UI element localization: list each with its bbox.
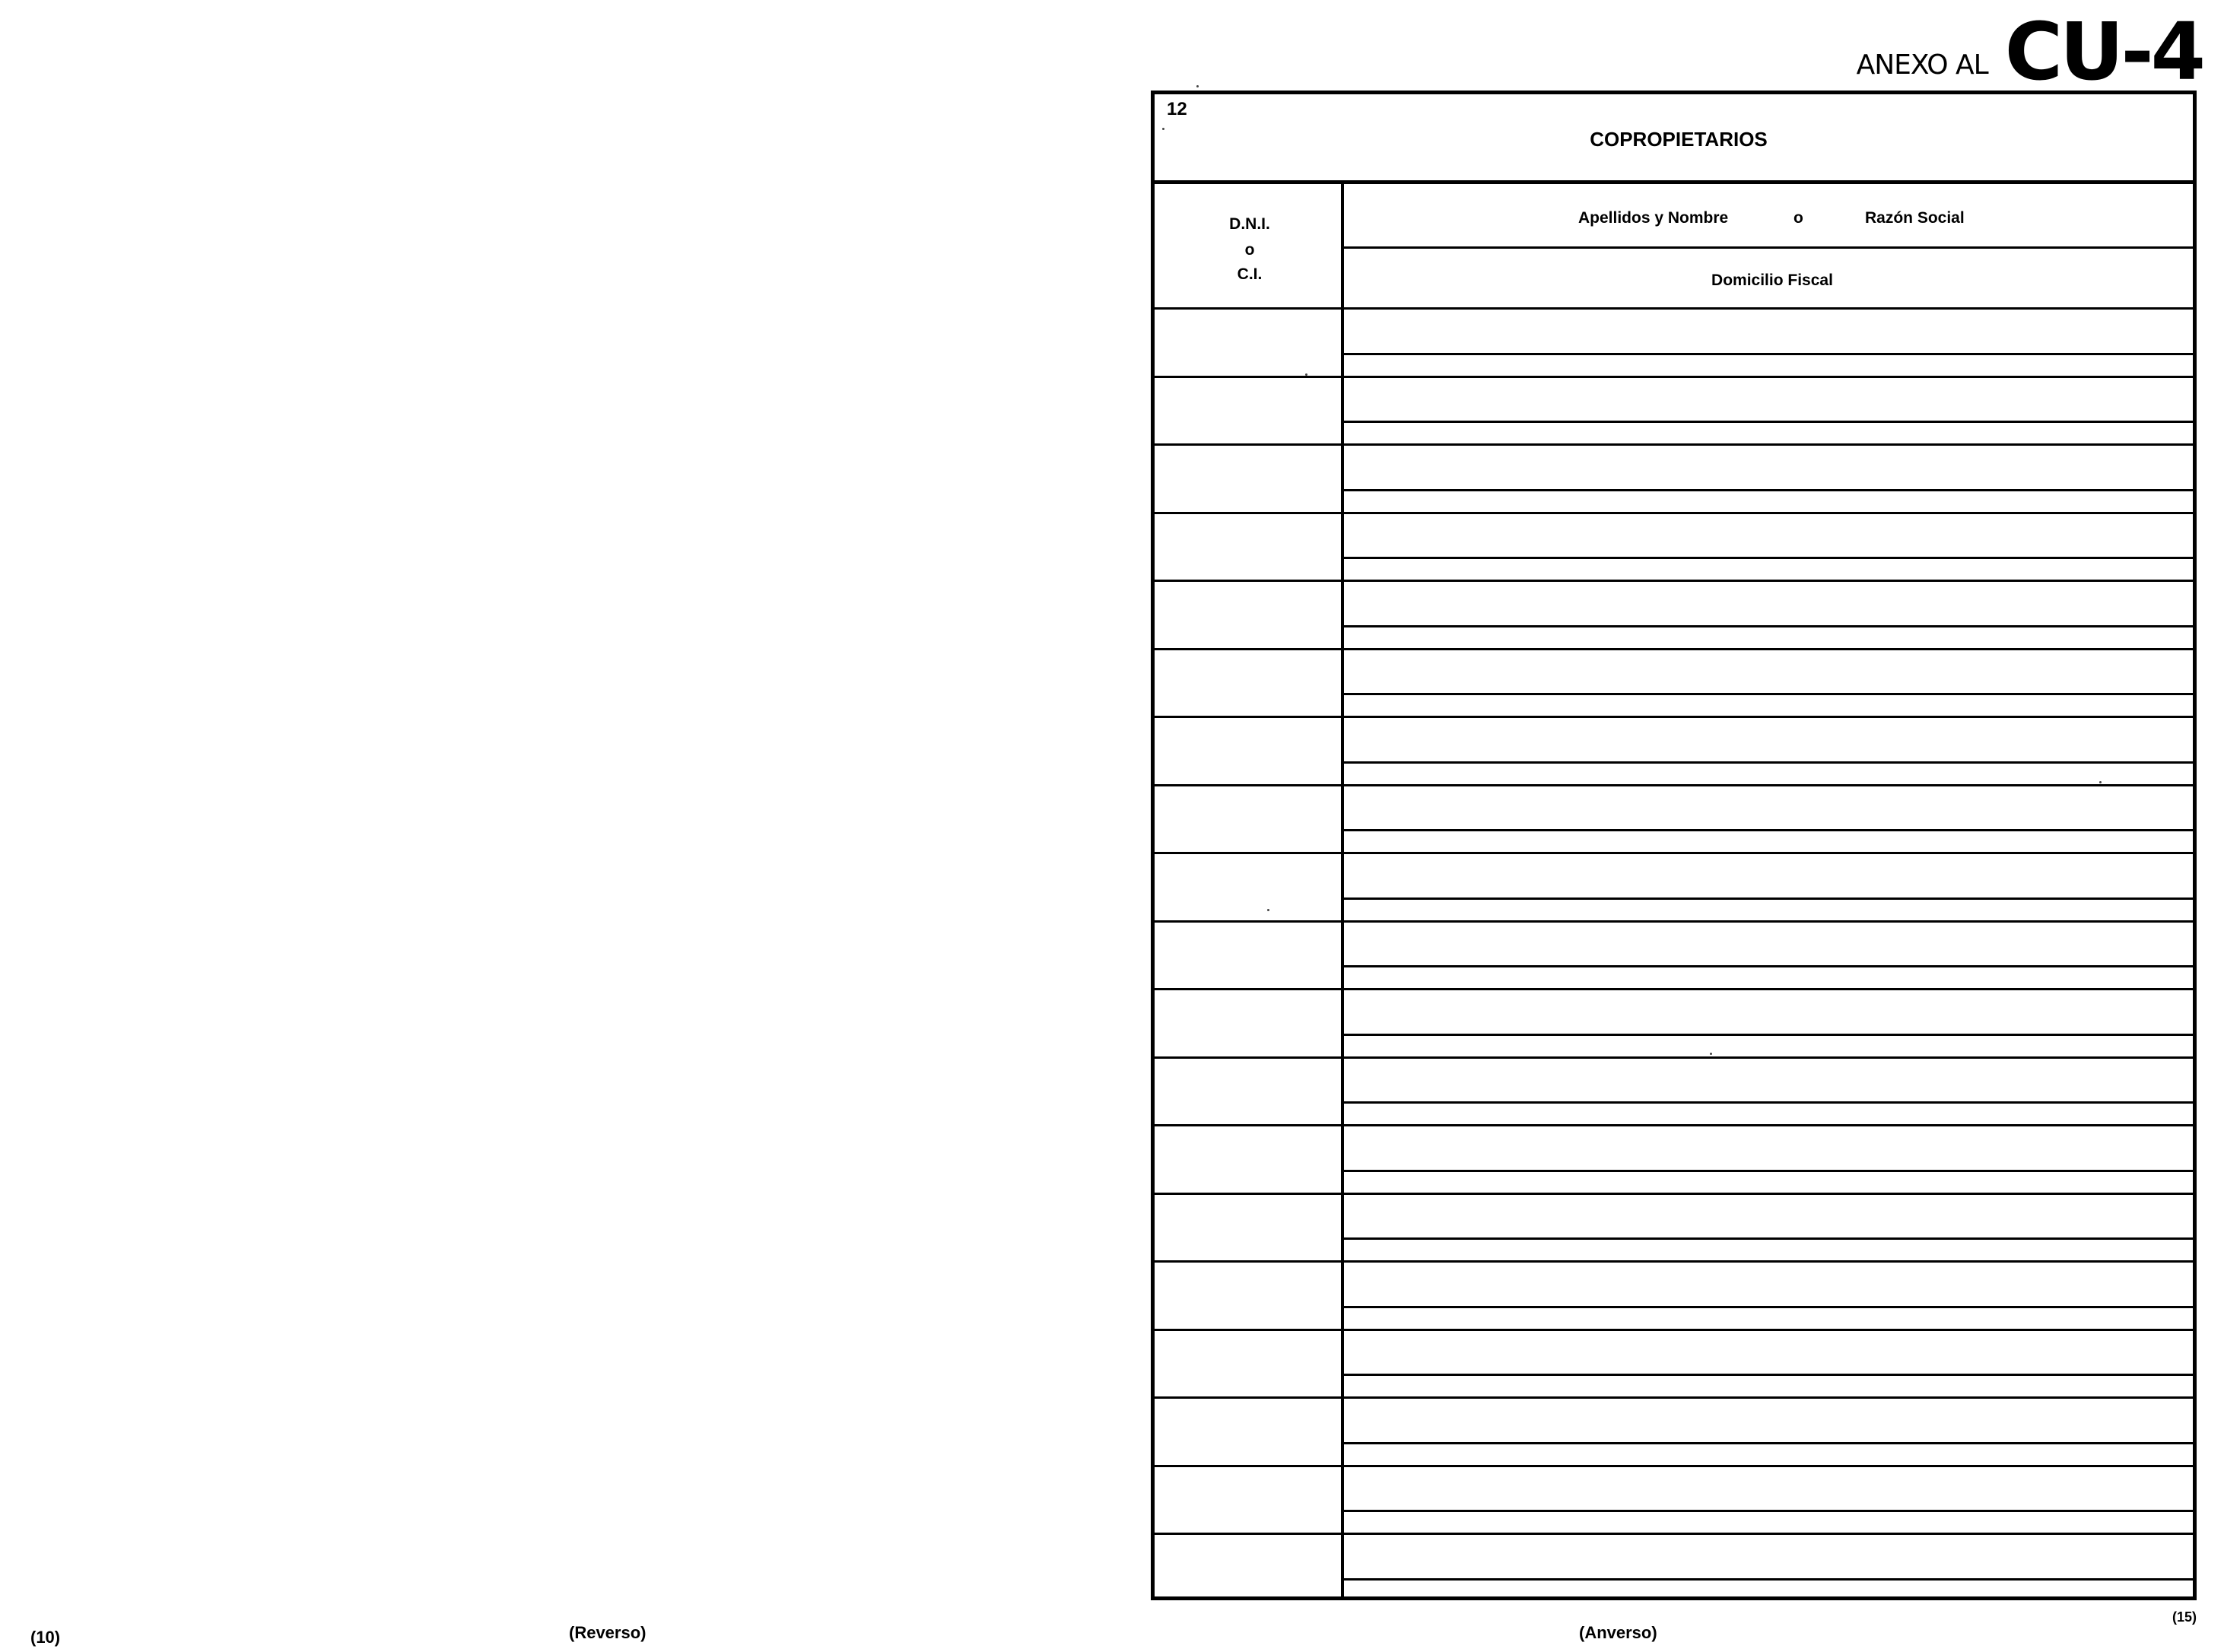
name-column-label: Apellidos y Nombre bbox=[1578, 209, 1729, 227]
row-split-line bbox=[1344, 1170, 2195, 1172]
annex-prefix: ANEXO AL bbox=[1856, 49, 1988, 81]
row-split-line bbox=[1344, 829, 2195, 831]
section-title: COPROPIETARIOS bbox=[1590, 128, 1768, 151]
row-split-line bbox=[1344, 693, 2195, 695]
header-split-line bbox=[1344, 246, 2195, 249]
row-split-line bbox=[1344, 1374, 2195, 1376]
row-split-line bbox=[1344, 1510, 2195, 1512]
row-split-line bbox=[1344, 489, 2195, 491]
row-split-line bbox=[1344, 897, 2195, 900]
row-split-line bbox=[1344, 1101, 2195, 1104]
row-divider-line bbox=[1154, 376, 2195, 378]
row-divider-line bbox=[1154, 1533, 2195, 1535]
row-divider-line bbox=[1154, 1124, 2195, 1126]
side-label-reverse: (Reverso) bbox=[569, 1623, 647, 1642]
row-divider-line bbox=[1154, 920, 2195, 923]
row-split-line bbox=[1344, 625, 2195, 627]
row-divider-line bbox=[1154, 716, 2195, 718]
title-divider bbox=[1152, 180, 2195, 184]
row-divider-line bbox=[1154, 580, 2195, 582]
scan-speck bbox=[1196, 85, 1199, 87]
row-divider-line bbox=[1154, 1056, 2195, 1059]
column-divider bbox=[1341, 184, 1344, 1596]
row-split-line bbox=[1344, 557, 2195, 559]
row-divider-line bbox=[1154, 784, 2195, 786]
row-split-line bbox=[1344, 1034, 2195, 1036]
row-split-line bbox=[1344, 1578, 2195, 1581]
row-split-line bbox=[1344, 421, 2195, 423]
ci-column-label: C.I. bbox=[1237, 265, 1263, 283]
row-divider-line bbox=[1154, 1260, 2195, 1263]
form-header bbox=[1856, 5, 2203, 98]
section-number: 12 bbox=[1167, 99, 1187, 119]
scan-speck bbox=[1305, 373, 1307, 376]
side-label-obverse: (Anverso) bbox=[1579, 1623, 1657, 1642]
row-split-line bbox=[1344, 1237, 2195, 1240]
header-bottom-line bbox=[1154, 307, 2195, 310]
scan-speck bbox=[2099, 781, 2102, 783]
name-or-label: o bbox=[1793, 209, 1803, 227]
row-divider-line bbox=[1154, 1329, 2195, 1331]
dni-column-label: D.N.I. bbox=[1229, 215, 1270, 233]
dni-or-label: o bbox=[1244, 241, 1255, 259]
scan-speck bbox=[1710, 1053, 1712, 1055]
company-column-label: Razón Social bbox=[1865, 209, 1965, 227]
scan-speck bbox=[1162, 128, 1164, 130]
row-divider-line bbox=[1154, 1396, 2195, 1399]
row-divider-line bbox=[1154, 512, 2195, 514]
row-split-line bbox=[1344, 1442, 2195, 1444]
row-split-line bbox=[1344, 1306, 2195, 1308]
row-divider-line bbox=[1154, 648, 2195, 650]
scan-speck bbox=[1267, 909, 1269, 911]
row-split-line bbox=[1344, 965, 2195, 967]
page-number-right: (15) bbox=[2172, 1609, 2197, 1625]
page-number-left: (10) bbox=[30, 1628, 61, 1647]
row-divider-line bbox=[1154, 1465, 2195, 1467]
row-split-line bbox=[1344, 353, 2195, 355]
row-divider-line bbox=[1154, 988, 2195, 990]
row-divider-line bbox=[1154, 443, 2195, 446]
row-divider-line bbox=[1154, 1193, 2195, 1195]
row-divider-line bbox=[1154, 852, 2195, 854]
row-split-line bbox=[1344, 761, 2195, 764]
form-code: CU-4 bbox=[2004, 5, 2203, 98]
address-column-label: Domicilio Fiscal bbox=[1711, 272, 1833, 289]
